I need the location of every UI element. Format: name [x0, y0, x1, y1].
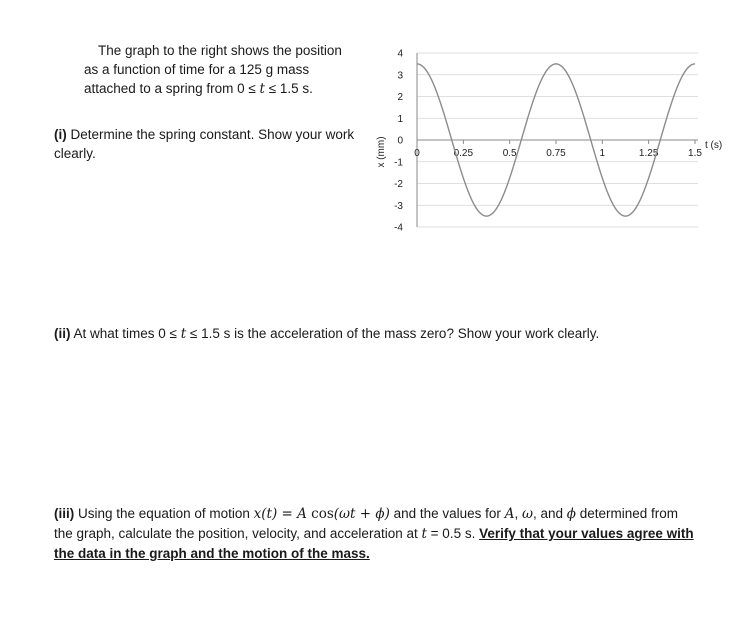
intro-line-3: [84, 79, 364, 99]
intro-paragraph: [84, 41, 364, 99]
var-t: t: [421, 526, 427, 542]
y-tick-label: 3: [397, 70, 403, 82]
equation-cos: cos: [311, 506, 334, 522]
question-3-text-b: and the values for: [389, 506, 505, 521]
y-axis-label: x (mm): [376, 136, 387, 168]
question-3-emphasis: Verify that your values agree with the data in the graph and the motion of the mass.: [54, 526, 694, 561]
x-tick-label: 1.25: [638, 148, 659, 159]
question-3: [54, 504, 694, 564]
equation-rhs: (ωt + ϕ): [333, 506, 390, 522]
question-2-prefix: At what times 0 ≤: [73, 326, 181, 341]
x-tick-label: 1.5: [688, 148, 702, 159]
var-phi: ϕ: [566, 506, 576, 522]
x-tick-label: 1: [599, 148, 606, 159]
y-tick-label: 2: [397, 92, 403, 103]
var-a: A: [504, 506, 515, 522]
question-2-number: (ii): [54, 326, 71, 341]
chart-ticks: [417, 140, 695, 144]
x-axis-label: t (s): [705, 140, 723, 151]
y-tick-label: 4: [397, 48, 403, 60]
position-time-chart: [360, 40, 740, 250]
x-tick-label: 0.5: [502, 148, 517, 159]
y-tick-label: -2: [394, 179, 403, 190]
y-tick-label: -1: [394, 157, 403, 169]
question-3-text-c: determined from the graph, calculate the position, velocity, and acceleration at: [54, 506, 678, 541]
comma-1: ,: [514, 506, 522, 521]
x-tick-label: 0: [414, 148, 420, 159]
question-3-text-a: Using the equation of motion: [78, 506, 254, 521]
y-tick-label: -3: [394, 200, 403, 212]
y-tick-labels: [394, 49, 403, 234]
equation-lhs: x(t) = A: [253, 506, 312, 522]
intro-t-var: t: [259, 81, 265, 97]
y-tick-label: 0: [397, 135, 403, 147]
question-2-t-var: t: [180, 326, 187, 342]
question-2-suffix: ≤ 1.5 s is the acceleration of the mass zero? Show your work clearly.: [186, 326, 600, 341]
question-3-and: , and: [532, 506, 567, 521]
intro-line-1: The graph to the right shows the position: [98, 43, 342, 58]
question-1: [54, 125, 374, 163]
x-tick-label: 0.25: [453, 148, 474, 159]
y-tick-label: 1: [397, 113, 403, 125]
question-1-text: Determine the spring constant. Show your work clearly.: [54, 127, 355, 161]
chart-gridlines: [417, 53, 698, 227]
intro-line-3-suffix: ≤ 1.5 s.: [264, 81, 313, 96]
intro-line-2: as a function of time for a 125 g mass: [84, 62, 310, 77]
question-3-number: (iii): [54, 506, 75, 521]
question-1-number: (i): [54, 127, 67, 142]
intro-line-3-prefix: attached to a spring from 0 ≤: [84, 81, 260, 96]
var-omega: ω: [521, 506, 533, 522]
y-tick-label: -4: [394, 222, 403, 234]
question-3-text-d: = 0.5 s.: [426, 526, 480, 541]
x-tick-label: 0.75: [546, 148, 566, 159]
question-2: [54, 324, 694, 344]
